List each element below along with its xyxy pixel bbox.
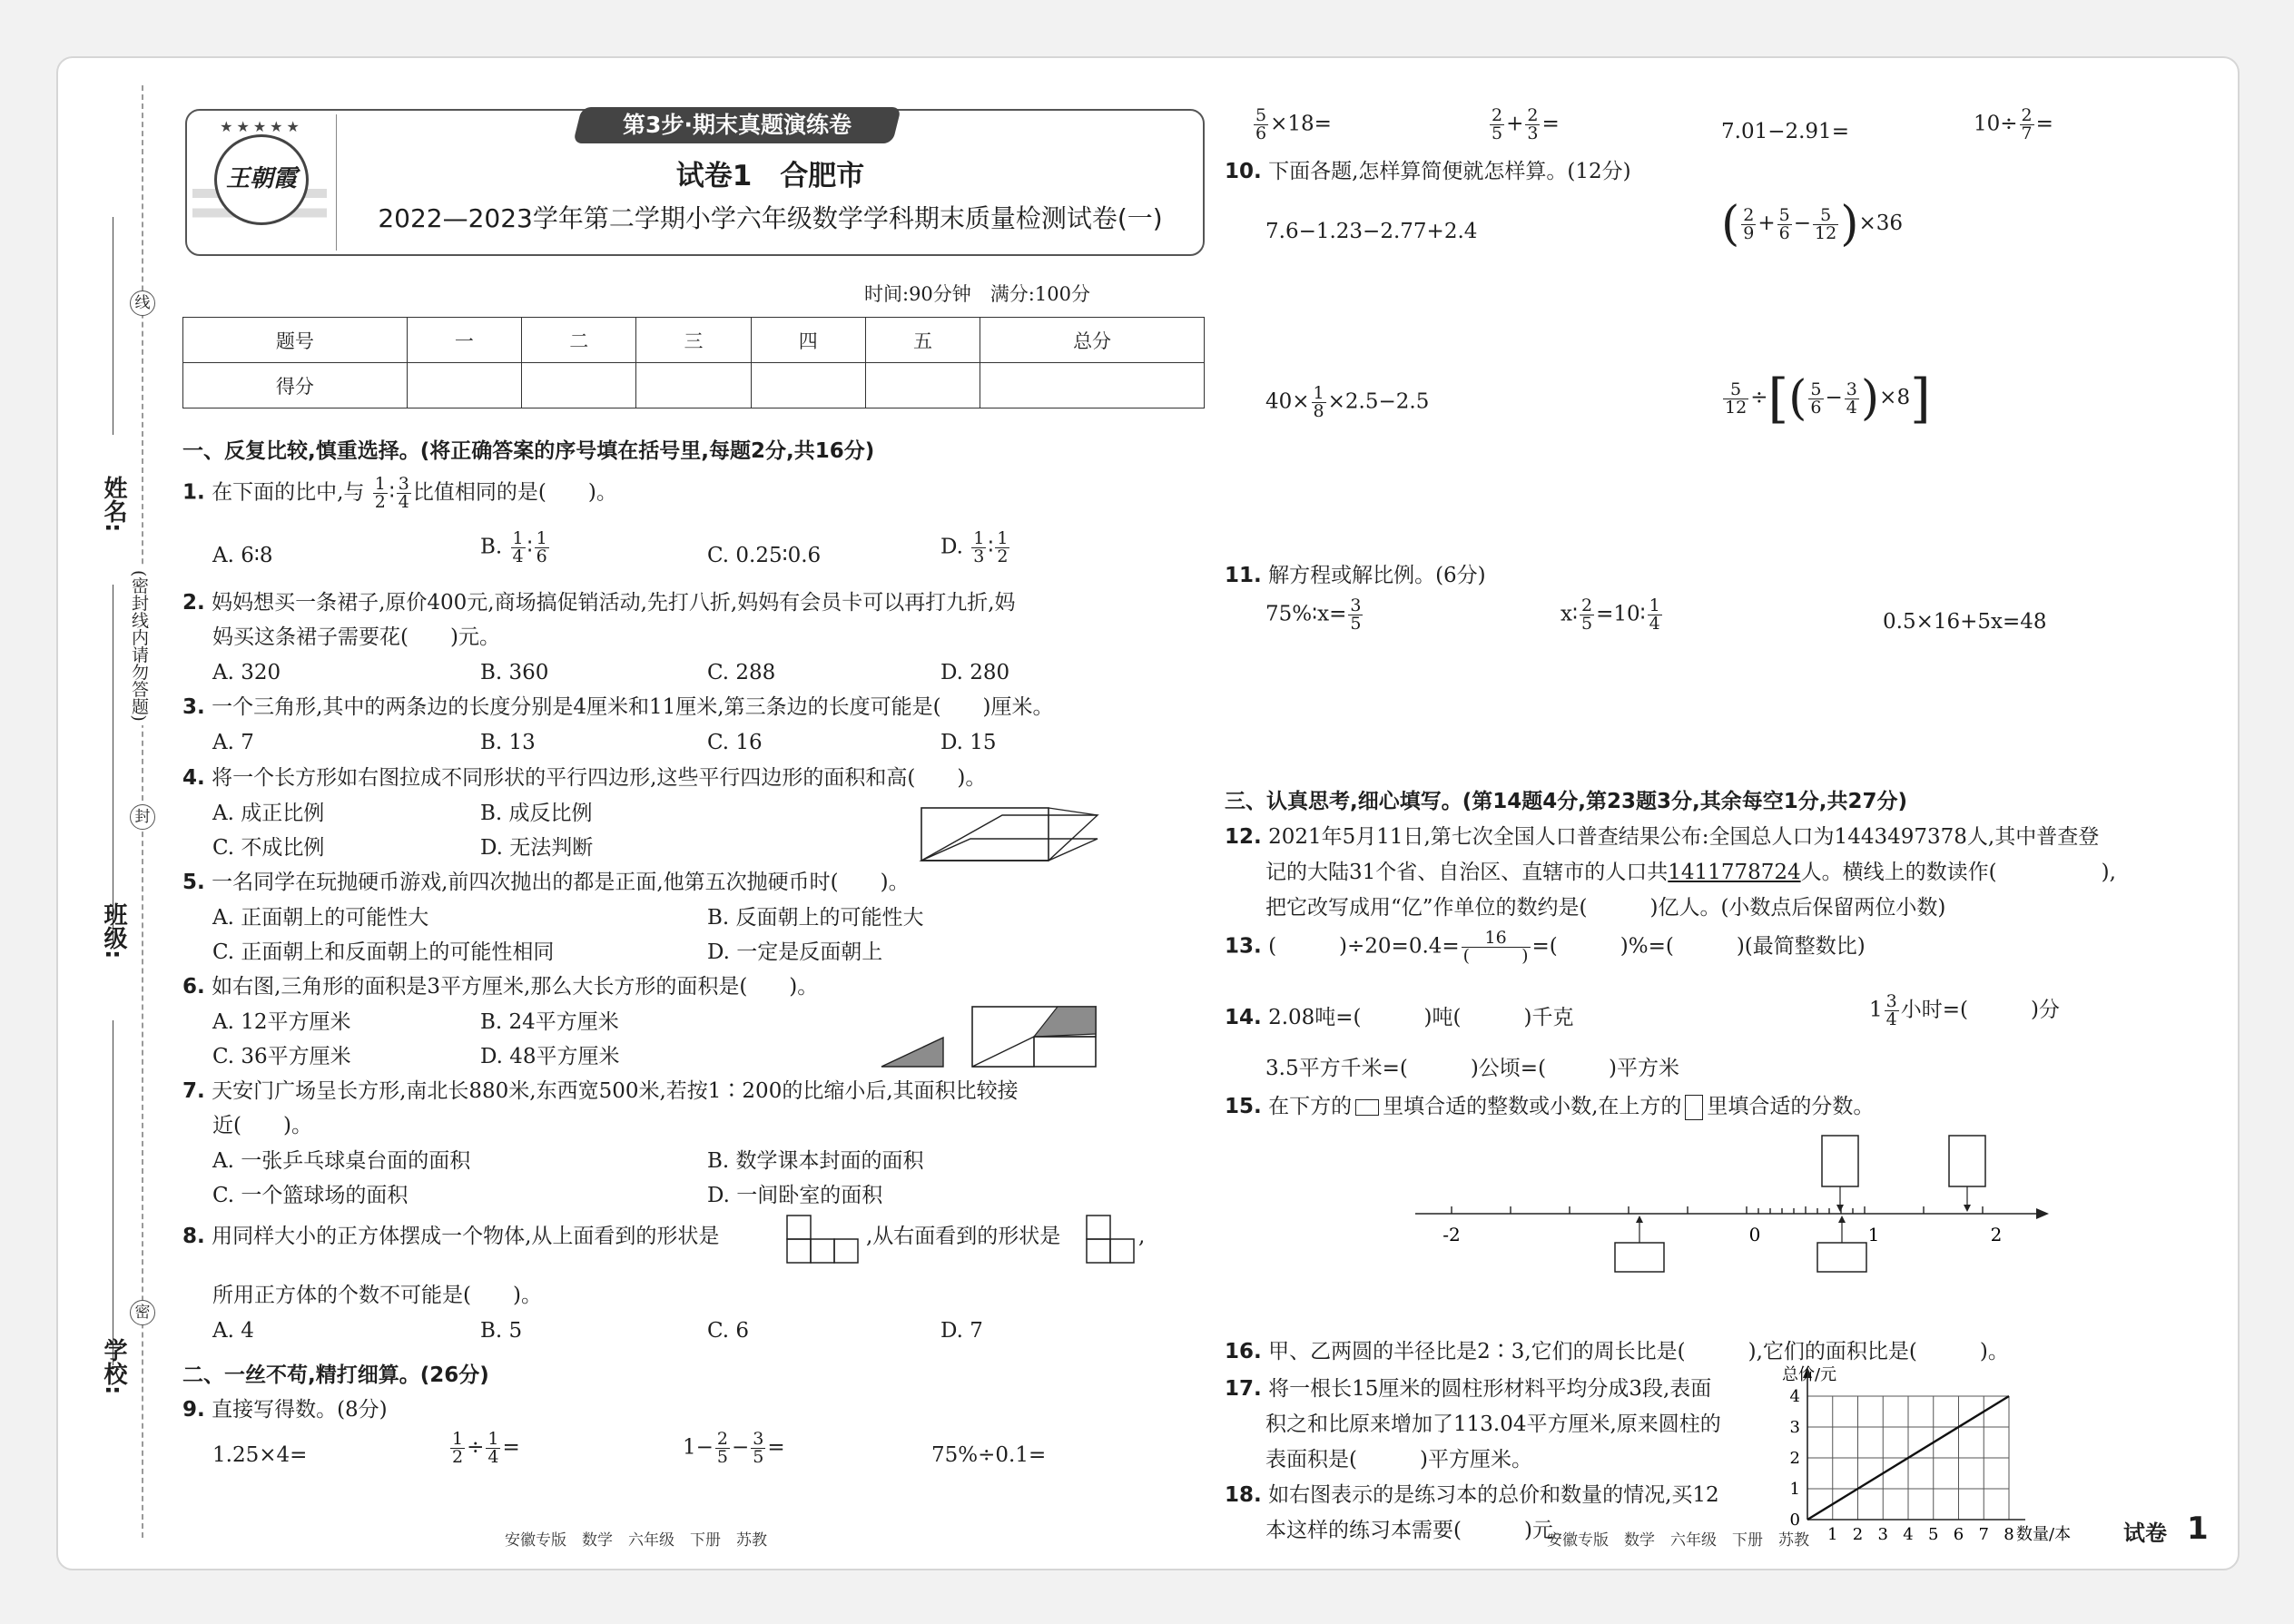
q13-number: 13. bbox=[1225, 934, 1262, 959]
q8-line2: 所用正方体的个数不可能是( )。 bbox=[212, 1284, 542, 1307]
q9-calc-7: 7.01−2.91= bbox=[1721, 120, 1849, 143]
q16-number: 16. bbox=[1225, 1340, 1262, 1363]
footer-left: 安徽专版 数学 六年级 下册 苏教 bbox=[505, 1531, 767, 1550]
q17-text1: 将一根长15厘米的圆柱形材料平均分成3段,表面 bbox=[1268, 1377, 1712, 1401]
q10-expr-2: ( $\frac{2}{9}$ + $\frac{5}{6}$ − $\frac{5}{12}$ )×36 bbox=[1721, 197, 1904, 251]
q3-option-c: C. 16 bbox=[707, 731, 763, 754]
q13-text-a: ( )÷20=0.4= bbox=[1268, 934, 1460, 959]
score-header-cell: 四 bbox=[751, 318, 865, 363]
fraction: $\frac{3}{4}$ bbox=[398, 474, 409, 512]
q11-text: 解方程或解比例。(6分) bbox=[1268, 564, 1486, 587]
fraction: $\frac{2}{7}$ bbox=[2021, 105, 2033, 143]
q7-option-a: A. 一张乒乓球桌台面的面积 bbox=[212, 1149, 471, 1173]
q9-calc-5-tail: ×18= bbox=[1270, 112, 1332, 136]
q17-line1 bbox=[1225, 1375, 1711, 1403]
y-tick-label: 4 bbox=[1789, 1387, 1800, 1406]
q8-text-c: , bbox=[1138, 1225, 1146, 1248]
q7-text1: 天安门广场呈长方形,南北长880米,东西宽500米,若按1∶200的比缩小后,其面积比较接 bbox=[212, 1079, 1019, 1103]
q16-text: 甲、乙两圆的半径比是2∶3,它们的周长比是( ),它们的面积比是( )。 bbox=[1268, 1340, 2009, 1363]
q3-option-a: A. 7 bbox=[212, 731, 254, 754]
y-tick-label: 2 bbox=[1789, 1449, 1800, 1468]
number-line-figure bbox=[1415, 1134, 2060, 1288]
q10-expr-4: $\frac{5}{12}$ ÷[( $\frac{5}{6}$ − $\frac{3}{4}$ )×8] bbox=[1725, 368, 1931, 429]
q5-number: 5. bbox=[182, 871, 205, 894]
q7-line1 bbox=[182, 1078, 1019, 1105]
q9-line1 bbox=[182, 1396, 388, 1423]
q14-t2: 1 $\frac{3}{4}$ 小时=( )分 bbox=[1869, 991, 2060, 1029]
x-tick-label: 3 bbox=[1877, 1525, 1888, 1544]
fraction: $\frac{3}{4}$ bbox=[1885, 991, 1897, 1029]
q15-number: 15. bbox=[1225, 1095, 1262, 1118]
q6-text: 如右图,三角形的面积是3平方厘米,那么大长方形的面积是( )。 bbox=[212, 975, 819, 999]
q6-number: 6. bbox=[182, 975, 205, 999]
q2-line1 bbox=[182, 589, 1016, 616]
q2-number: 2. bbox=[182, 591, 205, 615]
q11-eq-3: 0.5×16+5x=48 bbox=[1883, 610, 2047, 634]
fraction: $\frac{1}{4}$ bbox=[1649, 595, 1660, 634]
q5-option-d: D. 一定是反面朝上 bbox=[707, 940, 883, 964]
fraction: $\frac{3}{4}$ bbox=[1846, 379, 1857, 418]
seal-dense-mark: 密 bbox=[130, 1300, 155, 1325]
fraction: $\frac{1}{4}$ bbox=[512, 528, 524, 566]
q5-line1 bbox=[182, 869, 910, 896]
q1-option-d-label: D. bbox=[940, 535, 963, 559]
q12-text2-b: 人。横线上的数读作( ), bbox=[1800, 861, 2116, 884]
q18-text1: 如右图表示的是练习本的总价和数量的情况,买12 bbox=[1268, 1483, 1719, 1507]
x-tick-label: 4 bbox=[1903, 1525, 1914, 1544]
score-value-row bbox=[183, 363, 1205, 408]
q10-line1 bbox=[1225, 158, 1631, 185]
q4-number: 4. bbox=[182, 766, 205, 790]
fraction: $\frac{2}{3}$ bbox=[1527, 105, 1539, 143]
q5-option-a: A. 正面朝上的可能性大 bbox=[212, 906, 429, 930]
x-tick-label: 5 bbox=[1928, 1525, 1939, 1544]
q1-option-b-label: B. bbox=[480, 535, 503, 559]
fraction: $\frac{1}{2}$ bbox=[997, 528, 1009, 566]
q18-line2: 本这样的练习本需要( )元。 bbox=[1265, 1519, 1574, 1542]
score-header-row bbox=[183, 318, 1205, 363]
q4-text: 将一个长方形如右图拉成不同形状的平行四边形,这些平行四边形的面积和高( )。 bbox=[212, 766, 987, 790]
q8-option-b: B. 5 bbox=[480, 1319, 523, 1343]
class-label: 班级: bbox=[100, 902, 127, 960]
q13-text-b: =( )%=( )(最简整数比) bbox=[1531, 934, 1866, 959]
q12-text2-a: 记的大陆31个省、自治区、直辖市的人口共 bbox=[1265, 861, 1669, 884]
score-header-cell: 五 bbox=[865, 318, 980, 363]
q12-number: 12. bbox=[1225, 825, 1262, 849]
q5-text: 一名同学在玩抛硬币游戏,前四次抛出的都是正面,他第五次抛硬币时( )。 bbox=[212, 871, 910, 894]
q9-number: 9. bbox=[182, 1398, 205, 1422]
fraction: $\frac{1}{8}$ bbox=[1313, 383, 1324, 421]
q1-option-b: B. $\frac{1}{4}$ ∶ $\frac{1}{6}$ bbox=[480, 528, 547, 566]
q6-option-c: C. 36平方厘米 bbox=[212, 1045, 351, 1068]
q9-calc-4: 75%÷0.1= bbox=[931, 1443, 1047, 1467]
q12-underlined-number: 1411778724 bbox=[1668, 861, 1801, 884]
q12-line1 bbox=[1225, 823, 2099, 851]
score-header-cell: 二 bbox=[522, 318, 636, 363]
q15-line1 bbox=[1225, 1093, 1874, 1120]
q14-line1 bbox=[1225, 1004, 1573, 1031]
q8-option-a: A. 4 bbox=[212, 1319, 254, 1343]
exam-sheet bbox=[56, 56, 2240, 1570]
q11-number: 11. bbox=[1225, 564, 1262, 587]
q5-option-c: C. 正面朝上和反面朝上的可能性相同 bbox=[212, 940, 555, 964]
page-label: 试卷 bbox=[2123, 1521, 2167, 1546]
q8-option-c: C. 6 bbox=[707, 1319, 750, 1343]
q7-option-b: B. 数学课本封面的面积 bbox=[707, 1149, 924, 1173]
score-table bbox=[182, 317, 1205, 408]
fraction: $\frac{5}{12}$ bbox=[1815, 204, 1837, 243]
fraction: $\frac{5}{6}$ bbox=[1810, 379, 1822, 418]
q3-option-d: D. 15 bbox=[940, 731, 997, 754]
q14-t2-b: 小时=( )分 bbox=[1900, 998, 2060, 1022]
fraction: $\frac{1}{6}$ bbox=[536, 528, 547, 566]
q5-option-b: B. 反面朝上的可能性大 bbox=[707, 906, 924, 930]
q1-number: 1. bbox=[182, 480, 205, 505]
q1-option-a: A. 6∶8 bbox=[212, 544, 273, 567]
q8-line1 bbox=[182, 1223, 719, 1250]
q6-option-b: B. 24平方厘米 bbox=[480, 1010, 619, 1034]
parallelogram-figure bbox=[916, 802, 1107, 866]
nl-tick-label: 2 bbox=[1990, 1224, 2003, 1245]
q10-number: 10. bbox=[1225, 160, 1262, 183]
q10-text: 下面各题,怎样算简便就怎样算。(12分) bbox=[1268, 160, 1631, 183]
q2-option-c: C. 288 bbox=[707, 661, 776, 684]
q11-eq-1-a: 75%∶x= bbox=[1265, 602, 1347, 626]
small-rect-box-icon bbox=[1355, 1099, 1379, 1116]
seal-line-mark: 线 bbox=[130, 290, 155, 316]
q7-option-c: C. 一个篮球场的面积 bbox=[212, 1184, 409, 1207]
fraction: $\frac{1}{2}$ bbox=[374, 474, 386, 512]
y-tick-label: 0 bbox=[1789, 1511, 1800, 1530]
q1-text-b: 比值相同的是( )。 bbox=[412, 480, 617, 505]
q18-number: 18. bbox=[1225, 1483, 1262, 1507]
q10-expr-3-a: 40× bbox=[1265, 389, 1310, 414]
q9-calc-8: 10÷ $\frac{2}{7}$ = bbox=[1974, 105, 2053, 143]
q9-calc-1: 1.25×4= bbox=[212, 1443, 308, 1467]
score-header-cell: 三 bbox=[636, 318, 751, 363]
time-info: 时间:90分钟 满分:100分 bbox=[864, 283, 1090, 305]
q14-number: 14. bbox=[1225, 1006, 1262, 1029]
q11-eq-1 bbox=[1265, 597, 1364, 633]
footer-right: 安徽专版 数学 六年级 下册 苏教 bbox=[1547, 1531, 1809, 1550]
top-view-figure bbox=[786, 1215, 861, 1265]
q3-option-b: B. 13 bbox=[480, 731, 536, 754]
x-tick-label: 7 bbox=[1978, 1525, 1989, 1544]
q18-line1 bbox=[1225, 1481, 1719, 1509]
score-blank-cell[interactable] bbox=[865, 363, 980, 408]
score-row-label: 得分 bbox=[183, 363, 408, 408]
y-tick-label: 1 bbox=[1789, 1480, 1800, 1499]
q4-option-a: A. 成正比例 bbox=[212, 802, 325, 825]
q13-frac-num: 16 bbox=[1484, 928, 1507, 948]
q10-expr-3-b: ×2.5−2.5 bbox=[1327, 389, 1430, 414]
fraction: $\frac{5}{6}$ bbox=[1255, 105, 1267, 143]
q12-line3: 把它改写成用“亿”作单位的数约是( )亿人。(小数点后保留两位小数) bbox=[1265, 896, 1946, 920]
fraction: $\frac{2}{5}$ bbox=[1492, 105, 1503, 143]
q12-line2 bbox=[1265, 859, 2116, 886]
score-blank-cell[interactable] bbox=[636, 363, 751, 408]
school-label: 学校: bbox=[100, 1338, 127, 1395]
q1-option-c: C. 0.25∶0.6 bbox=[707, 544, 822, 567]
fraction: $\frac{5}{12}$ bbox=[1725, 379, 1748, 418]
triangle-rectangle-figure bbox=[880, 998, 1098, 1070]
score-blank-cell[interactable] bbox=[980, 363, 1205, 408]
fraction: $\frac{3}{5}$ bbox=[1350, 595, 1362, 634]
q9-calc-6: $\frac{2}{5}$ + $\frac{2}{3}$ = bbox=[1492, 105, 1560, 143]
q14-line2: 3.5平方千米=( )公顷=( )平方米 bbox=[1265, 1057, 1680, 1080]
q13-line bbox=[1225, 930, 1866, 965]
q2-option-a: A. 320 bbox=[212, 661, 281, 684]
fraction: $\frac{2}{5}$ bbox=[1580, 595, 1593, 634]
fraction: $\frac{1}{4}$ bbox=[487, 1429, 499, 1467]
q10-expr-3 bbox=[1265, 385, 1429, 420]
score-header-cell: 题号 bbox=[183, 318, 408, 363]
logo-stars: ★★★★★ bbox=[220, 118, 303, 135]
q9-calc-3: 1− $\frac{2}{5}$ − $\frac{3}{5}$ = bbox=[683, 1429, 785, 1467]
nl-tick-label: 0 bbox=[1748, 1224, 1761, 1245]
fraction: $\frac{5}{6}$ bbox=[1778, 204, 1790, 243]
q7-option-d: D. 一间卧室的面积 bbox=[707, 1184, 883, 1207]
q4-option-d: D. 无法判断 bbox=[480, 836, 594, 860]
q11-eq-2: x∶ $\frac{2}{5}$ =10∶ $\frac{1}{4}$ bbox=[1561, 595, 1660, 634]
q8-option-d: D. 7 bbox=[940, 1319, 983, 1343]
q3-number: 3. bbox=[182, 695, 205, 719]
right-view-figure bbox=[1086, 1215, 1137, 1265]
q17-line2: 积之和比原来增加了113.04平方厘米,原来圆柱的 bbox=[1265, 1412, 1721, 1436]
q8-text-a: 用同样大小的正方体摆成一个物体,从上面看到的形状是 bbox=[212, 1225, 720, 1248]
page-number: 1 bbox=[2187, 1511, 2209, 1547]
q2-line2: 妈买这条裙子需要花( )元。 bbox=[212, 625, 500, 649]
q11-line1 bbox=[1225, 562, 1486, 589]
q13-frac-den: ( ) bbox=[1462, 946, 1529, 966]
q15-text-c: 里填合适的分数。 bbox=[1707, 1095, 1875, 1118]
q8-number: 8. bbox=[182, 1225, 205, 1248]
q2-text1: 妈妈想买一条裙子,原价400元,商场搞促销活动,先打八折,妈妈有会员卡可以再打九折,妈 bbox=[212, 591, 1016, 615]
q1-option-d: D. $\frac{1}{3}$ ∶ $\frac{1}{2}$ bbox=[940, 528, 1009, 566]
y-tick-label: 3 bbox=[1789, 1418, 1800, 1437]
q4-option-c: C. 不成比例 bbox=[212, 836, 325, 860]
y-axis-label: 总价/元 bbox=[1782, 1365, 1837, 1384]
logo-text: 王朝霞 bbox=[225, 165, 297, 192]
q2-option-d: D. 280 bbox=[940, 661, 1010, 684]
score-blank-cell[interactable] bbox=[751, 363, 865, 408]
q17-line3: 表面积是( )平方厘米。 bbox=[1265, 1448, 1532, 1471]
binding-warning: (密封线内请勿答题) bbox=[123, 566, 149, 725]
section1-heading: 一、反复比较,慎重选择。(将正确答案的序号填在括号里,每题2分,共16分) bbox=[182, 439, 875, 463]
q9-calc-2: $\frac{1}{2}$ ÷ $\frac{1}{4}$ = bbox=[452, 1429, 520, 1467]
q14-t1: 2.08吨=( )吨( )千克 bbox=[1268, 1006, 1574, 1029]
x-tick-label: 8 bbox=[2004, 1525, 2014, 1544]
price-quantity-chart bbox=[1769, 1356, 2072, 1558]
q17-number: 17. bbox=[1225, 1377, 1262, 1401]
q4-option-b: B. 成反比例 bbox=[480, 802, 593, 825]
fraction: $\frac{2}{9}$ bbox=[1743, 204, 1755, 243]
nl-tick-label: 1 bbox=[1867, 1224, 1880, 1245]
q6-option-d: D. 48平方厘米 bbox=[480, 1045, 620, 1068]
tall-rect-box-icon bbox=[1685, 1095, 1703, 1120]
section3-heading: 三、认真思考,细心填写。(第14题4分,第23题3分,其余每空1分,共27分) bbox=[1225, 790, 1908, 813]
fraction: $\frac{1}{2}$ bbox=[452, 1429, 464, 1467]
q9-calc-5 bbox=[1252, 107, 1332, 143]
x-tick-label: 2 bbox=[1852, 1525, 1864, 1544]
score-header-cell: 总分 bbox=[980, 318, 1205, 363]
section2-heading: 二、一丝不苟,精打细算。(26分) bbox=[182, 1363, 489, 1387]
x-axis-label: 数量/本 bbox=[2016, 1525, 2072, 1544]
step-badge-text: 第3步·期末真题演练卷 bbox=[623, 112, 852, 138]
score-blank-cell[interactable] bbox=[522, 363, 636, 408]
q7-number: 7. bbox=[182, 1079, 205, 1103]
q6-option-a: A. 12平方厘米 bbox=[212, 1010, 351, 1034]
fraction: $\frac{1}{3}$ bbox=[973, 528, 985, 566]
score-blank-cell[interactable] bbox=[407, 363, 521, 408]
name-label: 姓名: bbox=[100, 476, 127, 533]
q2-option-b: B. 360 bbox=[480, 661, 549, 684]
x-tick-label: 6 bbox=[1953, 1525, 1964, 1544]
q3-text: 一个三角形,其中的两条边的长度分别是4厘米和11厘米,第三条边的长度可能是( )厘米。 bbox=[212, 695, 1054, 719]
nl-tick-label: -2 bbox=[1442, 1224, 1461, 1245]
q1-text-a: 在下面的比中,与 bbox=[212, 480, 365, 505]
fraction bbox=[1462, 930, 1531, 965]
q1-stem: 1. 在下面的比中,与 $\frac{1}{2}$ ∶ $\frac{3}{4}$ 比值相同的是( )。 bbox=[182, 474, 617, 512]
q15-text-a: 在下方的 bbox=[1268, 1095, 1353, 1118]
q4-line1 bbox=[182, 764, 986, 792]
q10-expr-1: 7.6−1.23−2.77+2.4 bbox=[1265, 220, 1478, 243]
score-header-cell: 一 bbox=[407, 318, 521, 363]
exam-subtitle: 2022—2023学年第二学期小学六年级数学学科期末质量检测试卷(一) bbox=[378, 203, 1163, 233]
q7-line2: 近( )。 bbox=[212, 1114, 312, 1137]
fraction: $\frac{3}{5}$ bbox=[753, 1429, 764, 1467]
q6-line1 bbox=[182, 973, 818, 1000]
q8-text-b: ,从右面看到的形状是 bbox=[866, 1225, 1061, 1248]
q9-text: 直接写得数。(8分) bbox=[212, 1398, 388, 1422]
exam-title: 试卷1 合肥市 bbox=[675, 160, 865, 192]
q12-text1: 2021年5月11日,第七次全国人口普查结果公布:全国总人口为1443497378人,其中普查登 bbox=[1268, 825, 2100, 849]
q3-line1 bbox=[182, 694, 1054, 721]
fraction: $\frac{2}{5}$ bbox=[716, 1429, 728, 1467]
q15-text-b: 里填合适的整数或小数,在上方的 bbox=[1383, 1095, 1682, 1118]
x-tick-label: 1 bbox=[1827, 1525, 1838, 1544]
seal-seal-mark: 封 bbox=[130, 804, 155, 830]
